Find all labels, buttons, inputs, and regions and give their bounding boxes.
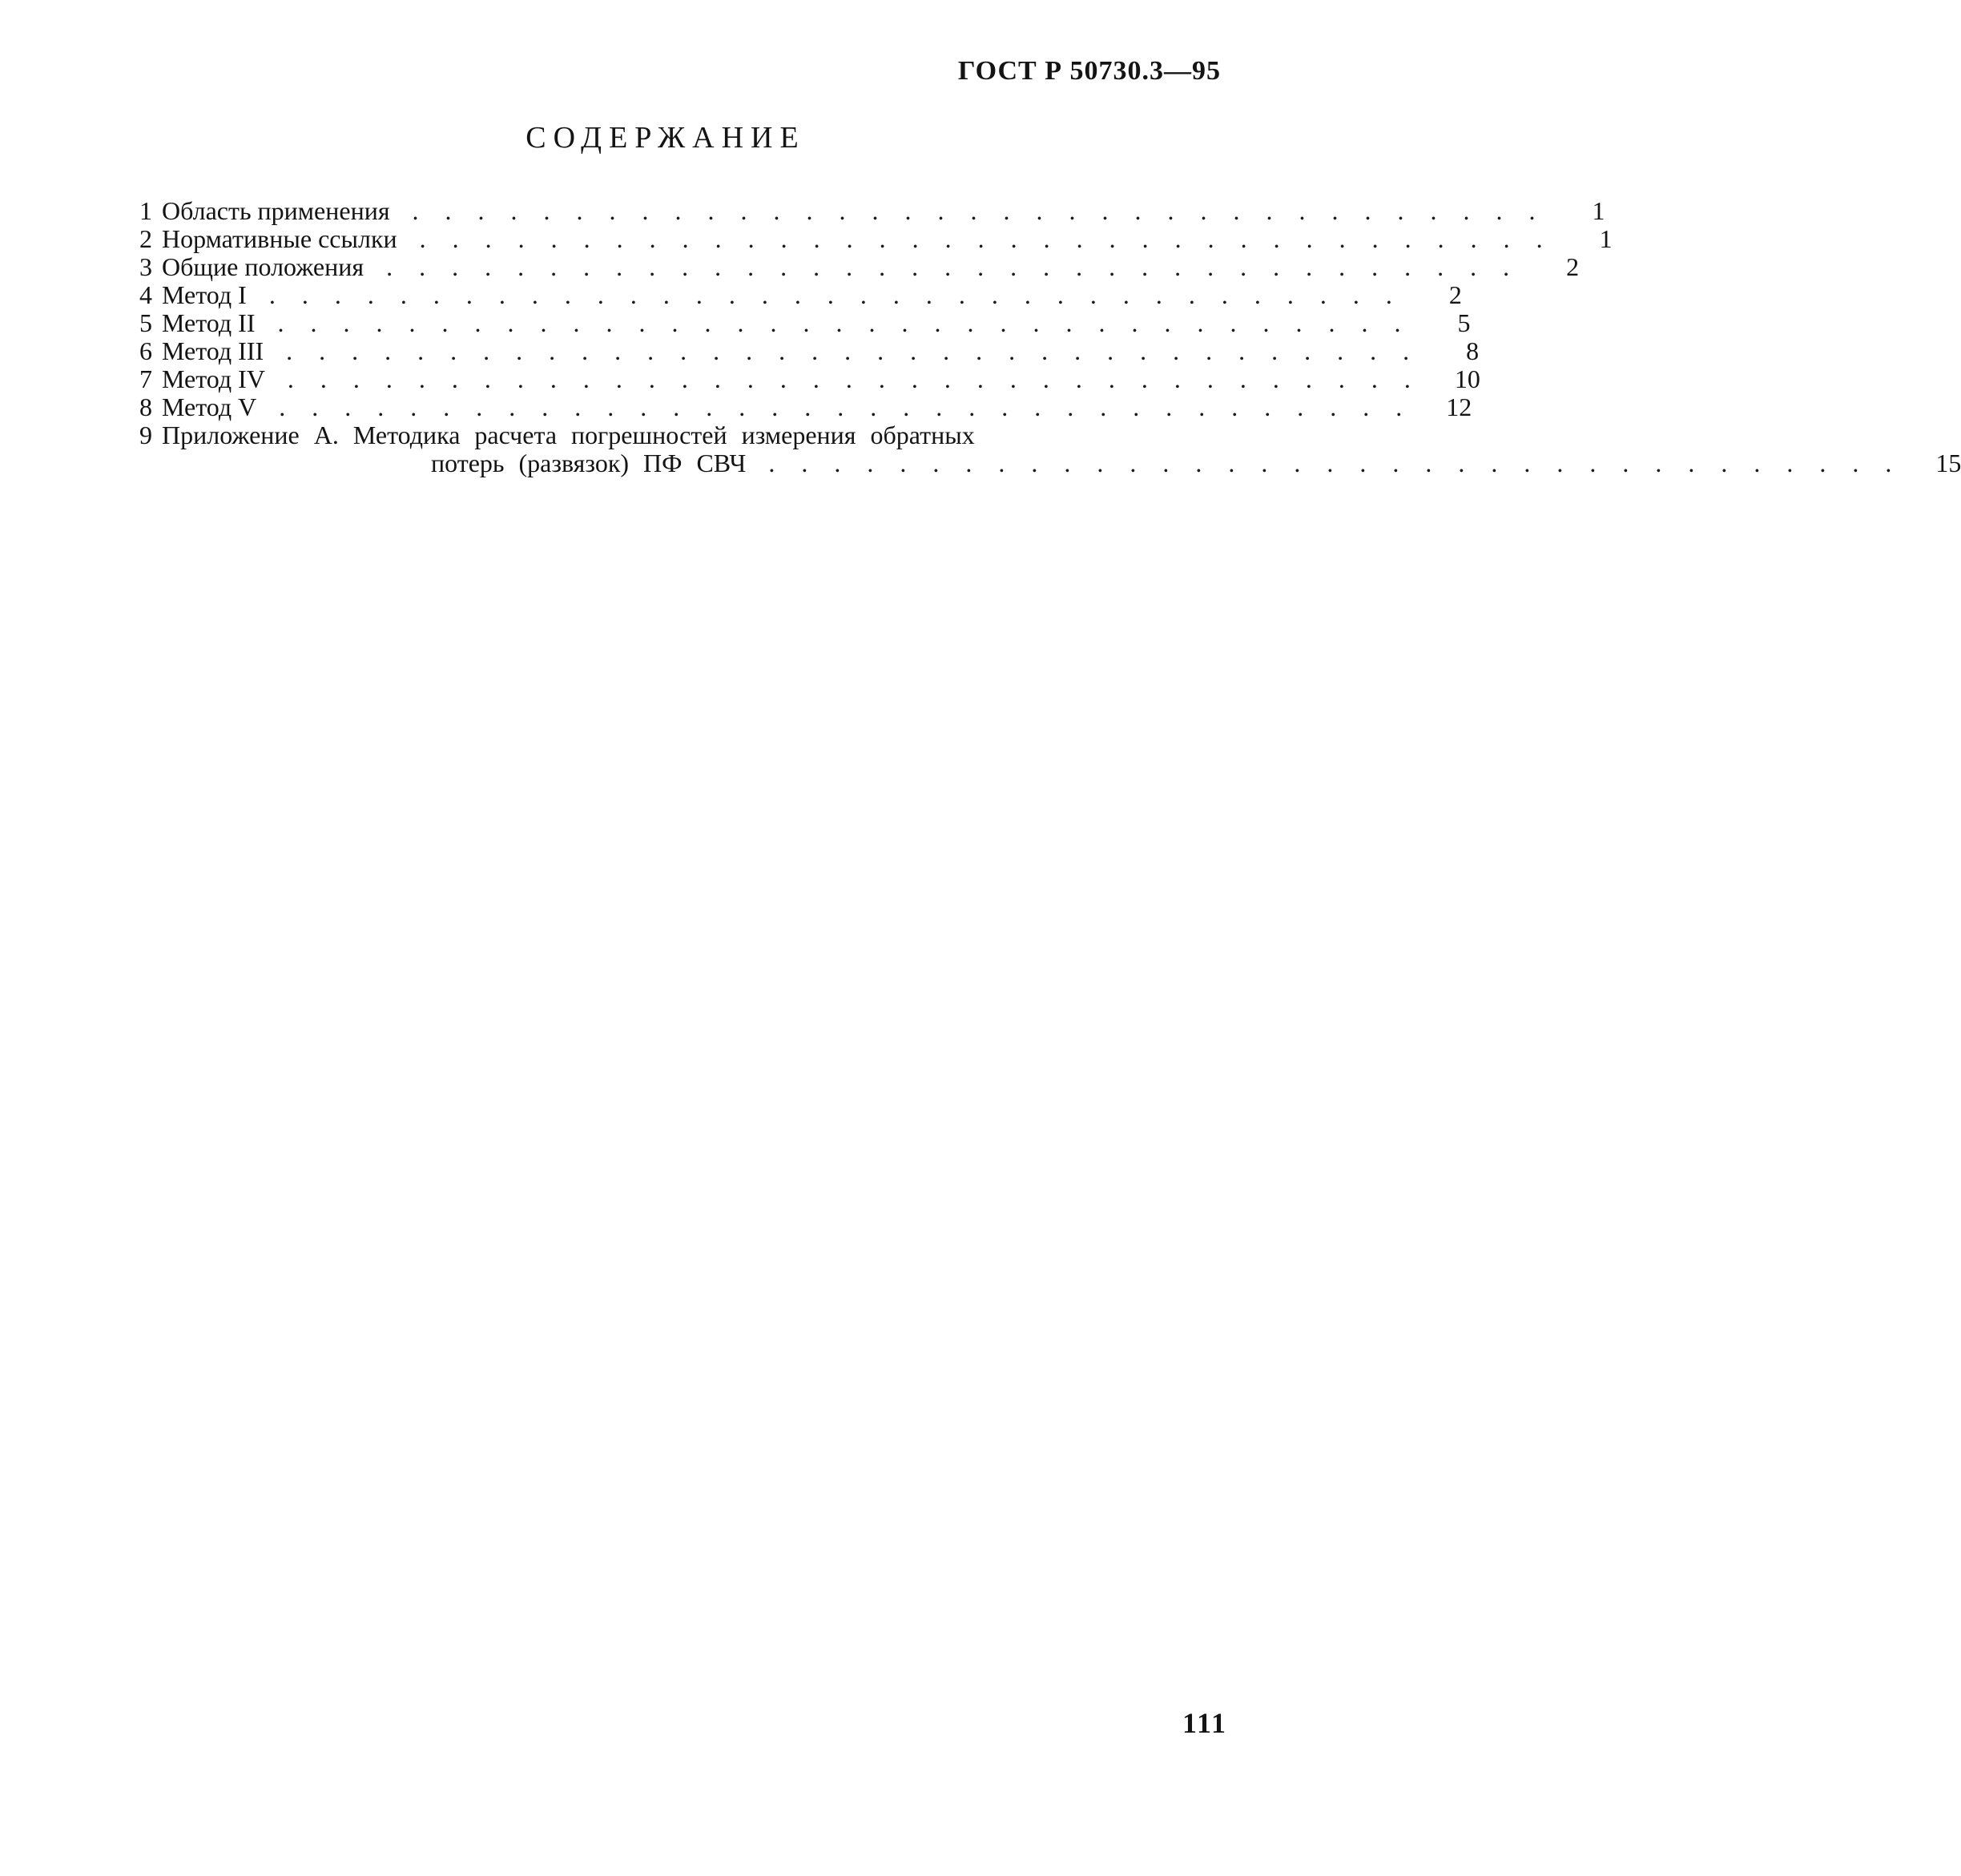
toc-entry-title: Область применения [162,196,390,225]
toc-entry-page: 2 [1448,280,1462,309]
toc-entry[interactable] [120,393,1472,421]
toc-entry-continuation[interactable] [120,449,1961,477]
toc-entry[interactable] [120,224,1613,253]
toc-entry-number: 4 [139,280,152,309]
toc-entry-title: Метод V [162,393,257,421]
toc-entry-number: 5 [139,308,152,337]
toc-dot-leader: ................................... [386,252,1536,281]
toc-entry-title: Метод II [162,308,256,337]
toc-entry-page: 1 [1599,224,1613,253]
toc-entry-title: Метод III [162,336,264,365]
toc-entry-number: 2 [139,224,152,253]
toc-entry-page: 10 [1454,364,1480,393]
toc-entry-title: Приложение А. Методика расчета погрешностей измерения обратных [162,421,975,449]
toc-entry-number: 7 [139,364,152,393]
toc-dot-leader: ................................... [419,224,1569,253]
toc-entry-title: Нормативные ссылки [162,224,397,253]
toc-entry[interactable] [120,336,1480,365]
toc-entry-page: 2 [1566,252,1580,281]
toc-entry-page: 8 [1466,336,1480,365]
toc-entry-number: 9 [139,421,152,449]
toc-entry[interactable] [120,364,1480,393]
toc-entry-page: 1 [1592,196,1605,225]
toc-dot-leader: ................................... [768,449,1919,477]
page-number: 111 [1182,1707,1227,1739]
toc-entry-title: Метод IV [162,364,265,393]
toc-dot-leader: ................................... [277,308,1427,337]
toc-dot-leader: ................................... [287,364,1437,393]
toc-title: СОДЕРЖАНИЕ [525,121,806,155]
toc-dot-leader: ................................... [279,393,1429,421]
document-code: ГОСТ Р 50730.3—95 [957,56,1221,86]
toc-entry-title: Общие положения [162,252,364,281]
toc-dot-leader: ................................... [268,280,1419,309]
toc-entry-number: 3 [139,252,152,281]
table-of-contents [120,196,1961,477]
toc-entry-number: 6 [139,336,152,365]
toc-entry[interactable] [120,252,1580,281]
toc-dot-leader: ................................... [412,196,1562,225]
toc-entry[interactable] [120,308,1471,337]
toc-entry[interactable] [120,421,1202,449]
toc-entry-page: 5 [1457,308,1471,337]
toc-entry[interactable] [120,196,1605,225]
toc-entry-title: Метод I [162,280,247,309]
toc-entry[interactable] [120,280,1462,309]
toc-entry-page: 15 [1935,449,1961,477]
toc-entry-page: 12 [1446,393,1472,421]
toc-dot-leader: ................................... [286,336,1436,365]
toc-entry-number: 1 [139,196,152,225]
toc-entry-title-continuation: потерь (развязок) ПФ СВЧ [431,449,747,477]
toc-entry-number: 8 [139,393,152,421]
